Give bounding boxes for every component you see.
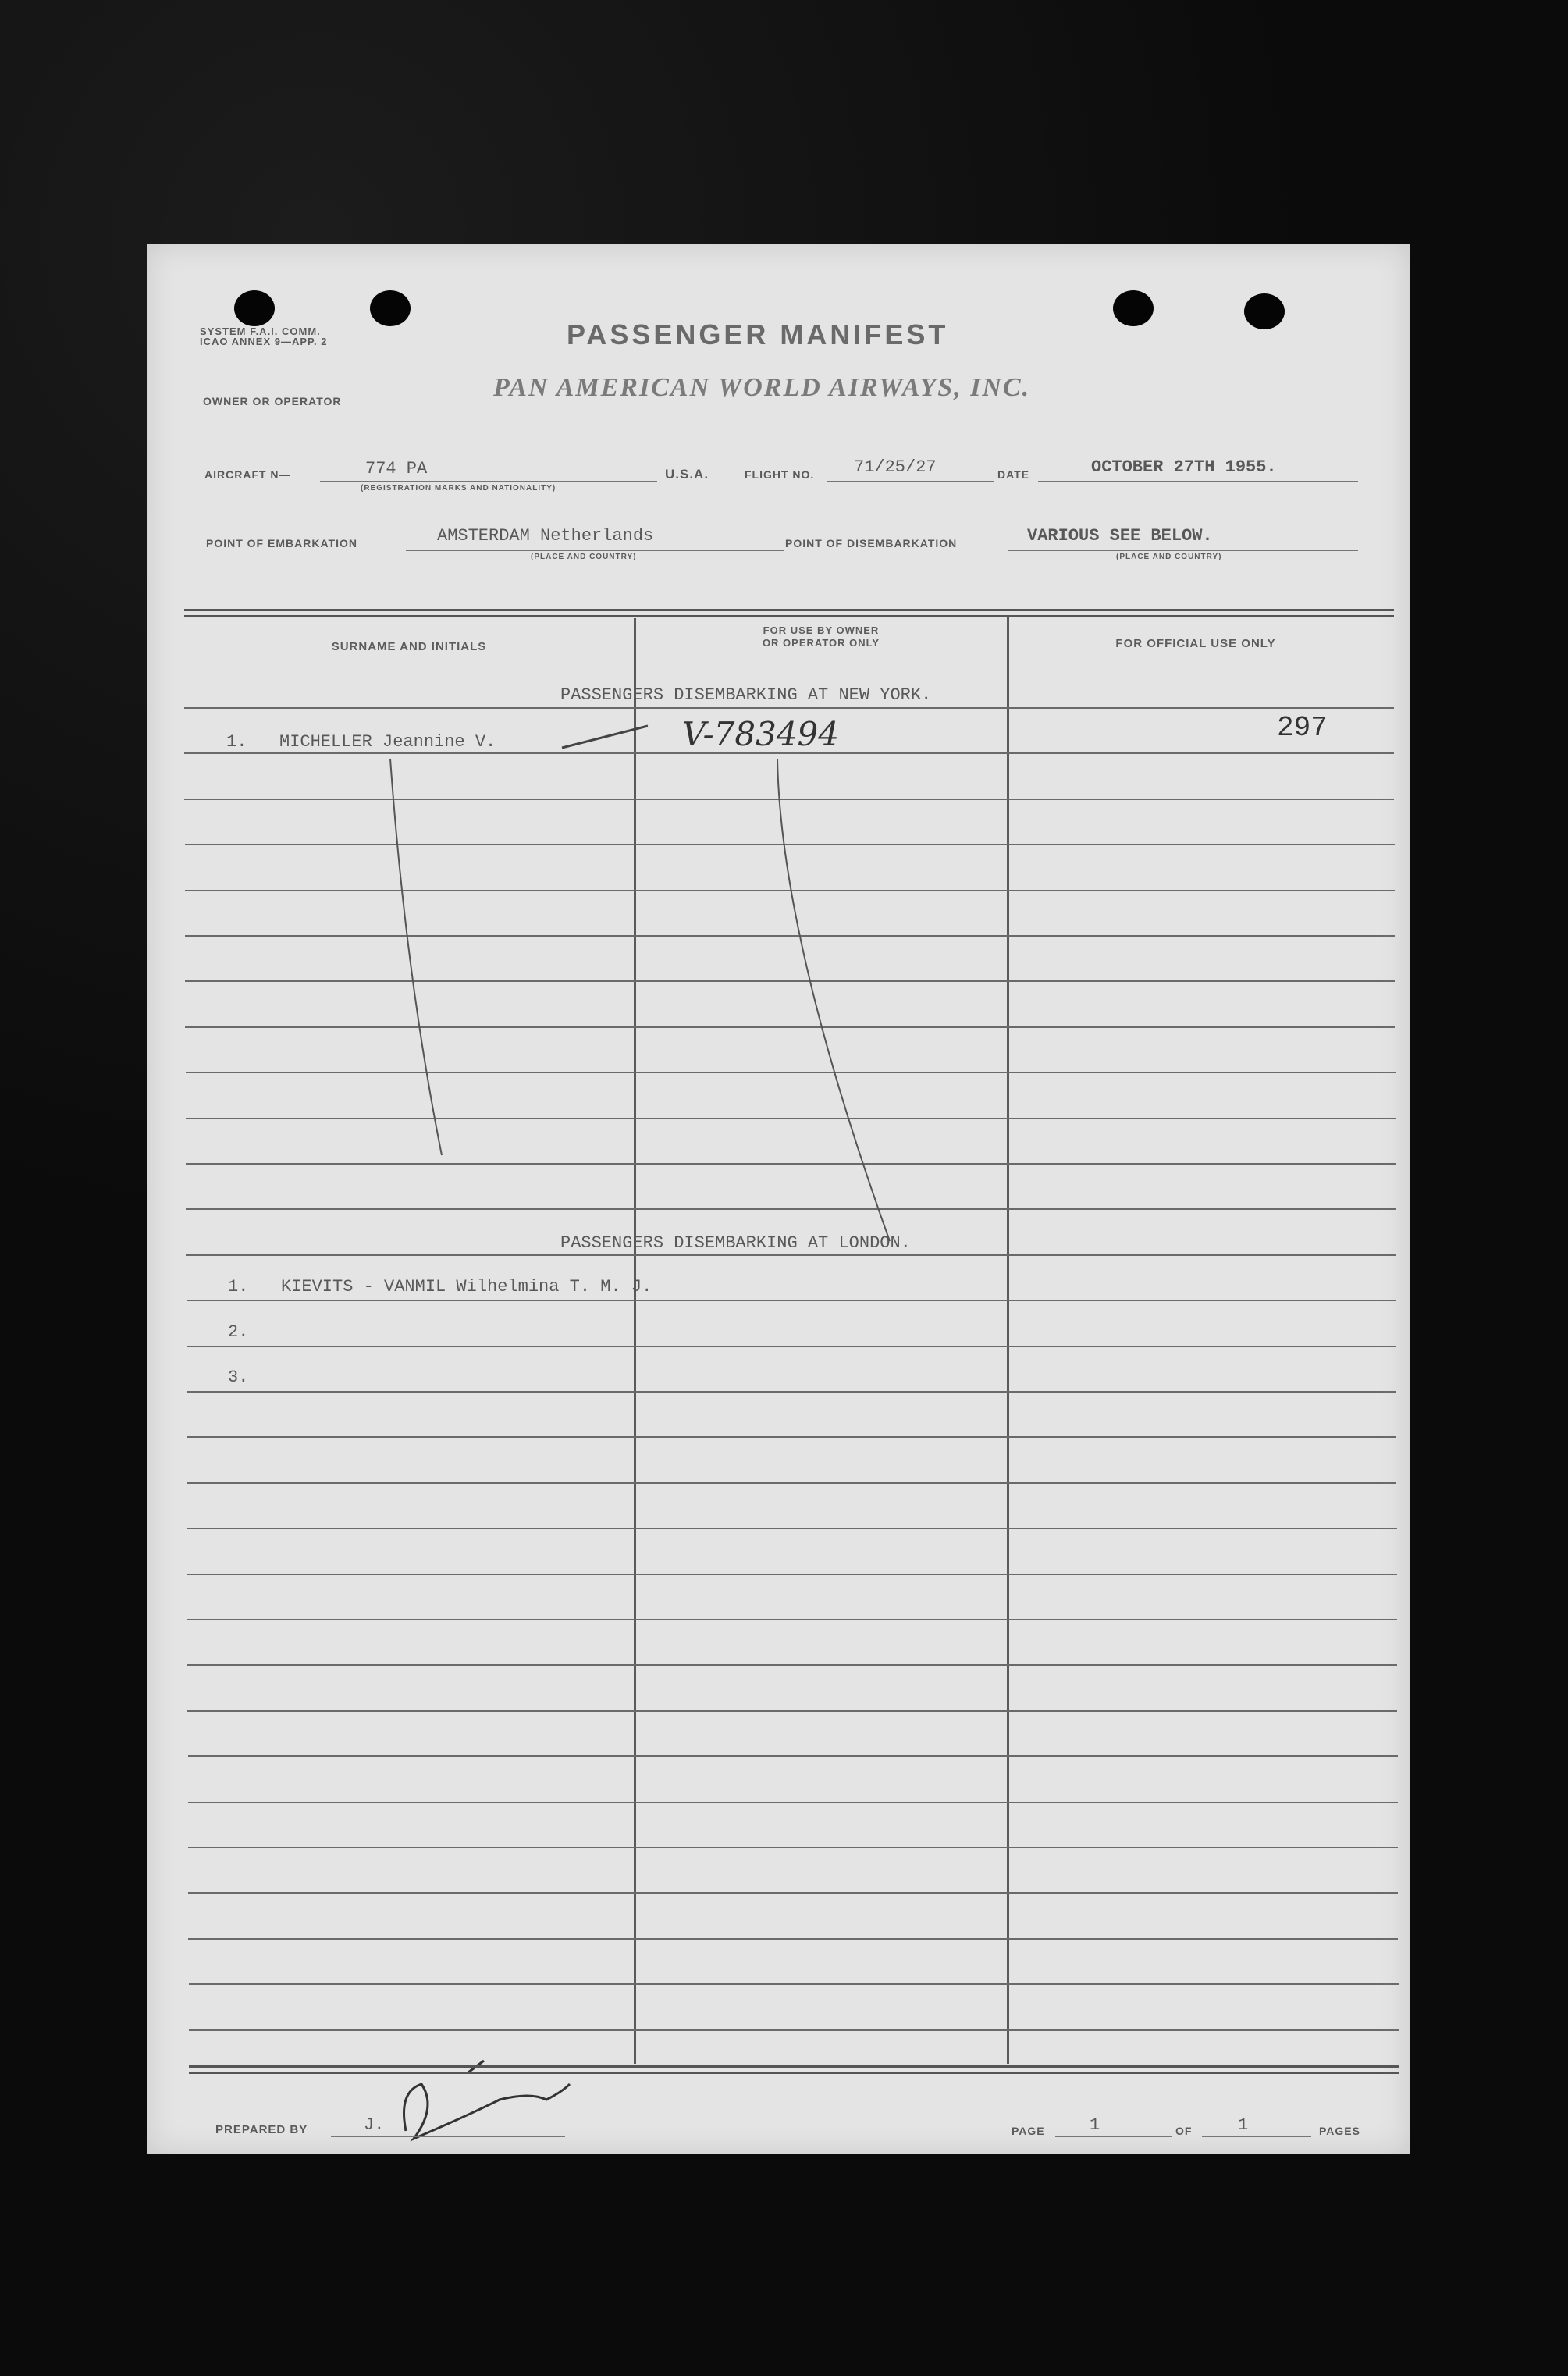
page-number: 1 (1090, 2115, 1100, 2135)
of-label: OF (1175, 2125, 1193, 2137)
pen-stroke (390, 759, 442, 1155)
passenger-owner-note: V-783494 (682, 715, 839, 753)
passenger-name: KIEVITS - VANMIL Wilhelmina T. M. J. (281, 1277, 652, 1296)
pen-stroke (777, 759, 890, 1241)
table-bottom-rule (189, 2065, 1399, 2068)
embark-caption: (PLACE AND COUNTRY) (531, 553, 637, 561)
usa-label: U.S.A. (665, 467, 709, 482)
page-title: PASSENGER MANIFEST (567, 318, 949, 350)
page-label: PAGE (1012, 2125, 1045, 2137)
prepared-by-label: PREPARED BY (215, 2123, 308, 2136)
passenger-number: 1. (226, 732, 247, 752)
of-number: 1 (1238, 2115, 1249, 2135)
pages-label: PAGES (1319, 2125, 1360, 2137)
embark-label: POINT OF EMBARKATION (206, 537, 357, 550)
disembark-label: POINT OF DISEMBARKATION (785, 537, 958, 550)
prepared-by-value: J. (364, 2115, 385, 2135)
owner-use-line2: OR OPERATOR ONLY (762, 637, 880, 649)
passenger-number: 2. (228, 1322, 249, 1342)
date-value: OCTOBER 27TH 1955. (1091, 457, 1277, 477)
aircraft-label: AIRCRAFT N— (204, 468, 291, 481)
owner-value: PAN AMERICAN WORLD AIRWAYS, INC. (493, 373, 1031, 402)
passenger-name: MICHELLER Jeannine V. (279, 732, 496, 752)
aircraft-value: 774 PA (365, 459, 428, 478)
disembark-value: VARIOUS SEE BELOW. (1027, 526, 1213, 546)
page-line (1055, 2136, 1172, 2137)
section-heading-london: PASSENGERS DISEMBARKING AT LONDON. (560, 1233, 911, 1253)
passenger-number: 1. (228, 1277, 249, 1296)
owner-label: OWNER OR OPERATOR (203, 395, 342, 407)
passenger-official-number: 297 (1277, 712, 1328, 744)
table-bottom-rule (189, 2072, 1399, 2074)
flight-value: 71/25/27 (854, 457, 937, 477)
column-header-official-use: FOR OFFICIAL USE ONLY (1115, 637, 1276, 650)
pen-stroke (562, 726, 648, 748)
disembark-caption: (PLACE AND COUNTRY) (1116, 553, 1222, 561)
owner-use-line1: FOR USE BY OWNER (763, 624, 880, 636)
embark-value: AMSTERDAM Netherlands (437, 526, 654, 546)
flight-label: FLIGHT NO. (745, 468, 815, 481)
system-ref-line1: SYSTEM F.A.I. COMM. (200, 325, 321, 337)
column-header-surname: SURNAME AND INITIALS (331, 640, 487, 653)
passenger-number: 3. (228, 1368, 249, 1387)
section-heading-new-york: PASSENGERS DISEMBARKING AT NEW YORK. (560, 685, 932, 705)
system-ref-line2: ICAO ANNEX 9—APP. 2 (200, 336, 328, 347)
date-label: DATE (997, 468, 1030, 481)
of-line (1202, 2136, 1311, 2137)
aircraft-caption: (REGISTRATION MARKS AND NATIONALITY) (361, 484, 556, 493)
prepared-by-line (331, 2136, 565, 2137)
